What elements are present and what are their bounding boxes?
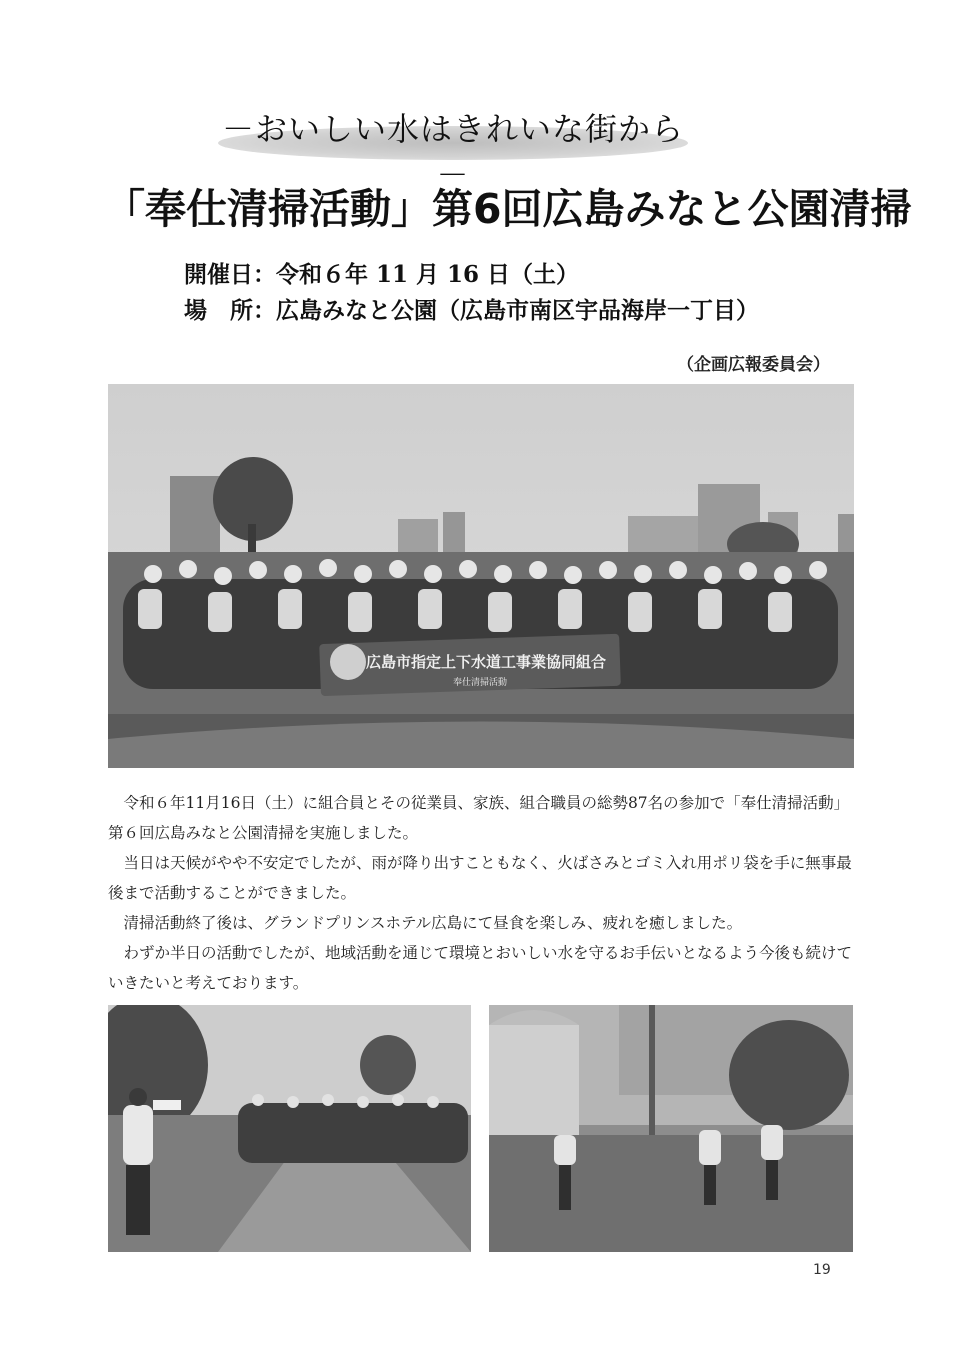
article-paragraph: 清掃活動終了後は、グランドプリンスホテル広島にて昼食を楽しみ、疲れを癒しました。 <box>123 914 743 932</box>
cleanup-photo <box>489 1005 853 1252</box>
briefing-photo-image <box>108 1005 471 1252</box>
event-place-line <box>184 292 759 325</box>
briefing-photo <box>108 1005 471 1252</box>
tagline-text: －おいしい水はきれいな街から－ <box>221 110 684 194</box>
article-paragraph: 当日は天候がやや不安定でしたが、雨が降り出すこともなく、火ばさみとゴミ入れ用ポリ袋を手に無事最後まで活動することができました。 <box>108 854 852 902</box>
article-body <box>108 788 854 998</box>
page-number: 19 <box>813 1262 831 1278</box>
page-title: 「奉仕清掃活動」第6回広島みなと公園清掃 <box>104 185 912 233</box>
event-date-value: 令和６年 11 月 16 日（土） <box>276 261 580 288</box>
group-photo-image <box>108 384 854 768</box>
event-place-label: 場 所： <box>184 297 276 324</box>
group-photo <box>108 384 854 768</box>
committee-credit: （企画広報委員会） <box>677 355 830 375</box>
article-paragraph: 令和６年11月16日（土）に組合員とその従業員、家族、組合職員の総勢87名の参加で「奉仕清掃活動」第６回広島みなと公園清掃を実施しました。 <box>108 794 850 842</box>
banner-subtext: 奉仕清掃活動 <box>453 678 508 688</box>
cleanup-photo-image <box>489 1005 853 1252</box>
tagline-banner <box>218 104 688 194</box>
event-date-line <box>184 256 579 289</box>
event-place-value: 広島みなと公園（広島市南区宇品海岸一丁目） <box>276 297 759 324</box>
article-paragraph: わずか半日の活動でしたが、地域活動を通じて環境とおいしい水を守るお手伝いとなるよう今後も続けていきたいと考えております。 <box>108 944 853 992</box>
event-date-label: 開催日： <box>184 261 276 288</box>
banner-text: 広島市指定上下水道工事業協同組合 <box>366 653 607 671</box>
